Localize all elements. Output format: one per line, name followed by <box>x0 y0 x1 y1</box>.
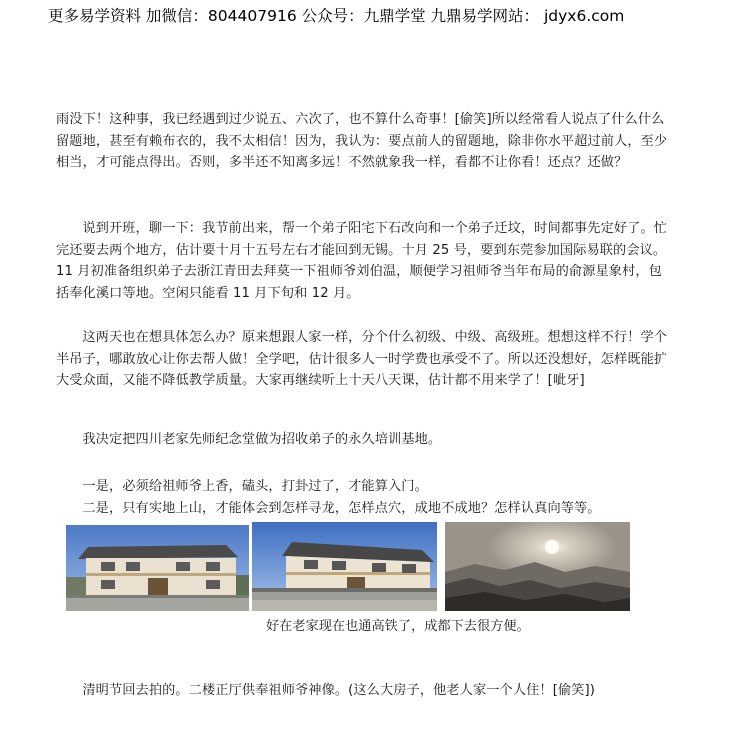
paragraph-4: 我决定把四川老家先师纪念堂做为招收弟子的永久培训基地。 <box>82 432 442 447</box>
house-photo-side <box>252 522 437 611</box>
paragraph-6: 二是，只有实地上山，才能体会到怎样寻龙，怎样点穴，成地不成地？怎样认真向等等。 <box>82 501 601 516</box>
paragraph-7: 清明节回去拍的。二楼正厅供奉祖师爷神像。(这么大房子，他老人家一个人住！[偷笑]) <box>82 683 596 698</box>
paragraph-3: 这两天也在想具体怎么办？原来想跟人家一样，分个什么初级、中级、高级班。想想这样不行！学个半吊子，哪敢放心让你去帮人做！全学吧，估计很多人一时学费也承受不了。所以还没想好，怎样既能扩大受众面，又能不降低教学质量。大家再继续听上十天八天课，估计都不用来学了！[呲牙] <box>56 330 668 389</box>
mountain-sunset-photo <box>445 522 630 611</box>
paragraph-2: 说到开班，聊一下：我节前出来，帮一个弟子阳宅下石改向和一个弟子迁坟，时间都事先定好了。忙完还要去两个地方，估计要十月十五号左右才能回到无锡。十月 25 号，要到东莞参加国际易联的会议。11 月初准备组织弟子去浙江青田去拜莫一下祖师爷刘伯温，顺便学习祖师爷当年布局的俞源星象村，包括奉化溪口等地。空闲只能看 11 月下旬和 12 月。 <box>56 221 668 302</box>
photo-caption: 好在老家现在也通高铁了，成都下去很方便。 <box>266 619 530 634</box>
house-photo-front <box>66 525 249 611</box>
paragraph-5: 一是，必须给祖师爷上香，磕头，打卦过了，才能算入门。 <box>82 479 428 494</box>
header-banner: 更多易学资料 加微信：804407916 公众号：九鼎学堂 九鼎易学网站： jdyx6.com <box>48 7 625 25</box>
paragraph-1: 雨没下！这种事，我已经遇到过少说五、六次了，也不算什么奇事！[偷笑]所以经常看人说点了什么什么留题地，甚至有赖布衣的，我不太相信！因为，我认为：要点前人的留题地，除非你水平超过前人，至少相当，才可能点得出。否则，多半还不知离多远！不然就象我一样，看都不让你看！还点？还做？ <box>56 112 668 171</box>
